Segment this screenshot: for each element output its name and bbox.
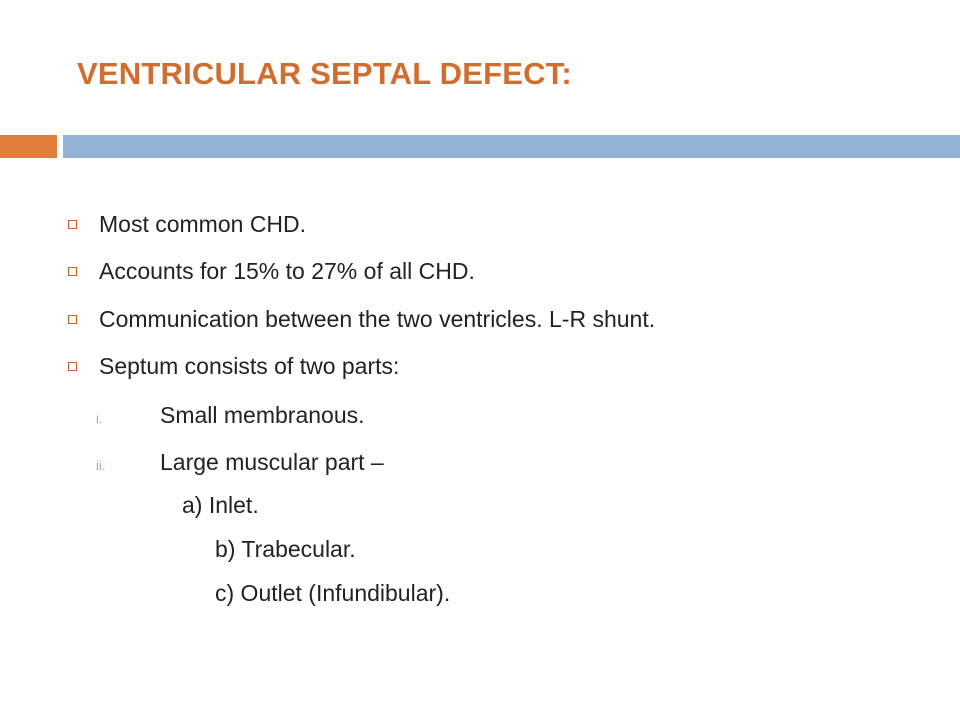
- roman-numeral-marker: ii.: [96, 458, 106, 473]
- bullet-text: Septum consists of two parts:: [99, 353, 400, 379]
- muscular-part-item: a) Inlet.: [182, 492, 259, 518]
- muscular-part-item: b) Trabecular.: [215, 536, 356, 562]
- roman-numeral-marker: i.: [96, 411, 103, 426]
- square-bullet-icon: [68, 220, 77, 229]
- bullet-item: [68, 211, 306, 238]
- muscular-part-item: c) Outlet (Infundibular).: [215, 580, 451, 606]
- square-bullet-icon: [68, 267, 77, 276]
- sub-item-text: Small membranous.: [160, 402, 365, 428]
- square-bullet-icon: [68, 315, 77, 324]
- slide-title: VENTRICULAR SEPTAL DEFECT:: [77, 56, 572, 91]
- sub-item-text: Large muscular part –: [160, 449, 384, 475]
- bullet-text: Most common CHD.: [99, 211, 307, 237]
- bullet-item: [68, 353, 399, 380]
- bullet-text: Accounts for 15% to 27% of all CHD.: [99, 258, 475, 284]
- bullet-item: [68, 258, 475, 285]
- sub-item: [96, 402, 365, 429]
- square-bullet-icon: [68, 362, 77, 371]
- bullet-item: [68, 306, 655, 333]
- sub-item: [96, 449, 384, 476]
- bullet-text: Communication between the two ventricles. L-R shunt.: [99, 306, 656, 332]
